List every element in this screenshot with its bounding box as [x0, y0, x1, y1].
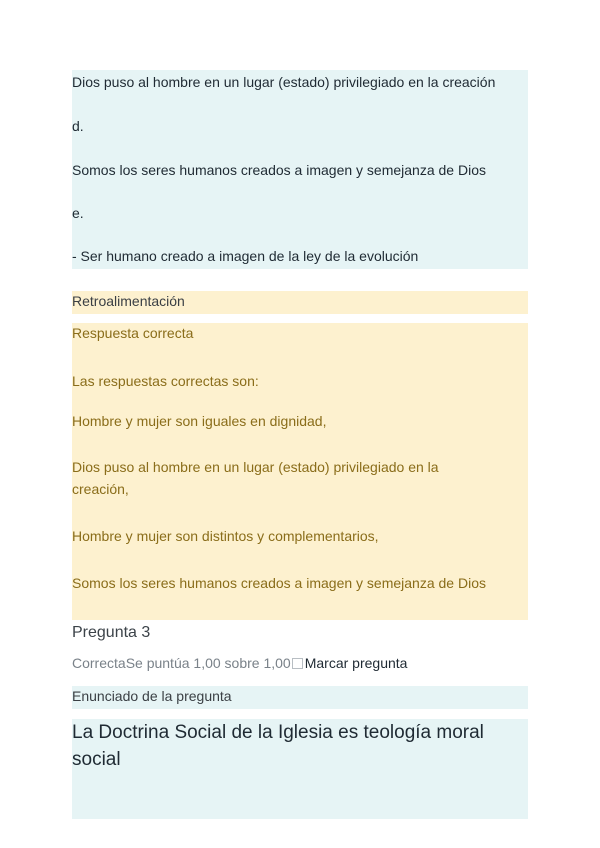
- question-info-row: [72, 654, 407, 672]
- correct-answer-item: Dios puso al hombre en un lugar (estado) privilegiado en la: [72, 459, 439, 475]
- feedback-heading-bar: [72, 291, 528, 314]
- question-title: Pregunta 3: [72, 624, 151, 641]
- option-e-label: e.: [72, 205, 84, 221]
- answer-option-text: Dios puso al hombre en un lugar (estado) privilegiado en la creación: [72, 74, 496, 90]
- statement-text: La Doctrina Social de la Iglesia es teología moral: [72, 722, 484, 743]
- feedback-intro: Las respuestas correctas son:: [72, 373, 259, 389]
- question-status: Correcta: [72, 655, 126, 671]
- feedback-content: [72, 323, 528, 620]
- answer-option-text: Somos los seres humanos creados a imagen y semejanza de Dios: [72, 162, 486, 178]
- correct-answer-item: Somos los seres humanos creados a imagen y semejanza de Dios: [72, 575, 486, 591]
- correct-answer-item: Hombre y mujer son distintos y complementarios,: [72, 528, 379, 544]
- feedback-status: Respuesta correcta: [72, 325, 194, 341]
- feedback-heading: Retroalimentación: [72, 293, 185, 309]
- answer-option-text: - Ser humano creado a imagen de la ley de la evolución: [72, 248, 419, 264]
- question-score: Se puntúa 1,00 sobre 1,00: [125, 655, 291, 671]
- flag-question-link[interactable]: Marcar pregunta: [304, 655, 408, 671]
- option-d-label: d.: [72, 118, 84, 134]
- answer-options-block: [72, 70, 528, 269]
- correct-answer-item: Hombre y mujer son iguales en dignidad,: [72, 413, 327, 429]
- statement-heading: Enunciado de la pregunta: [72, 688, 232, 704]
- statement-heading-bar: [72, 686, 528, 709]
- flag-checkbox[interactable]: [292, 658, 303, 669]
- statement-text: social: [72, 749, 121, 770]
- question-statement: [72, 719, 528, 819]
- correct-answer-item-cont: creación,: [72, 481, 129, 497]
